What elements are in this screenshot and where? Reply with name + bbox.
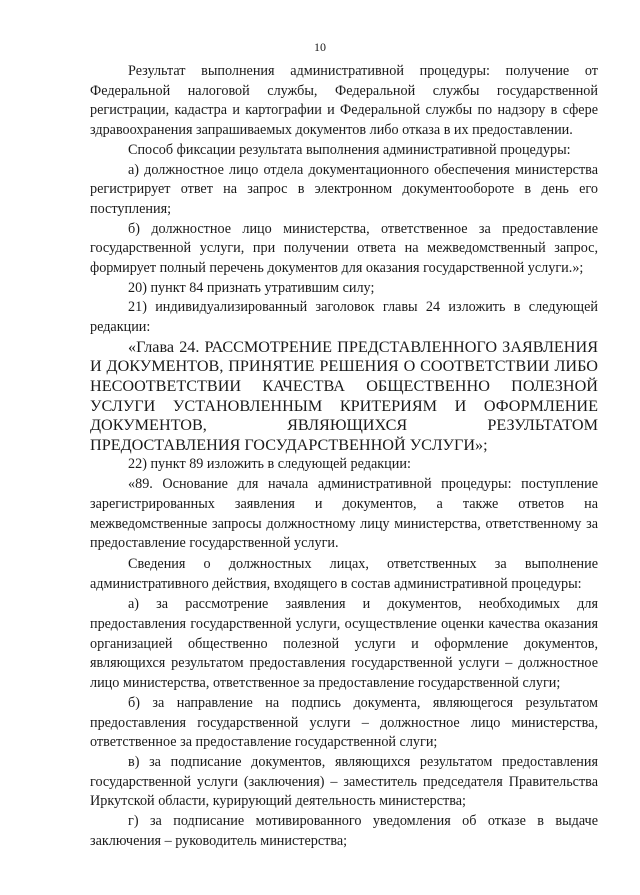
paragraph-fixation-method: Способ фиксации результата выполнения административной процедуры: [128, 141, 571, 158]
document-body [90, 62, 598, 851]
paragraph-item-a-registration: а) должностное лицо отдела документационного обеспечения министерства регистрирует ответ на запрос в электронном документообороте в день его поступления; [90, 161, 598, 217]
paragraph-point-21: 21) индивидуализированный заголовок главы 24 изложить в следующей редакции: [90, 299, 598, 336]
paragraph-point-22: 22) пункт 89 изложить в следующей редакции: [128, 456, 411, 473]
page-number: 10 [314, 40, 326, 54]
paragraph-point-20: 20) пункт 84 признать утратившим силу; [128, 279, 375, 296]
paragraph-responsible-b: б) за направление на подпись документа, являющегося результатом предоставления государственной услуги – должностное лицо министерства, ответственное за предоставление государственной слуги; [90, 694, 598, 751]
paragraph-responsible-officials: Сведения о должностных лицах, ответственных за выполнение административного действия, входящего в состав административной процедуры: [90, 555, 598, 592]
paragraph-item-b-document-list: б) должностное лицо министерства, ответственное за предоставление государственной услуги, при получении ответа на межведомственный запрос, формирует полный перечень документов для оказания государственной услуги.»; [90, 220, 598, 277]
paragraph-responsible-a: а) за рассмотрение заявления и документов, необходимых для предоставления государственной услуги, осуществление оценки качества оказания организацией общественно полезной услуги и оформление документов, являющихся результатом предоставления государственной услуги – должностное лицо министерства, ответственное за предоставление государственной слуги; [90, 596, 598, 692]
paragraph-responsible-d: г) за подписание мотивированного уведомления об отказе в выдаче заключения – руководитель министерства; [90, 813, 598, 849]
paragraph-responsible-c: в) за подписание документов, являющихся результатом предоставления государственной услуги (заключения) – заместитель председателя Правительства Иркутской области, курирующий деятельность министерства; [90, 753, 598, 810]
chapter-24-heading: «Глава 24. РАССМОТРЕНИЕ ПРЕДСТАВЛЕННОГО ЗАЯВЛЕНИЯ И ДОКУМЕНТОВ, ПРИНЯТИЕ РЕШЕНИЯ О СООТВЕТСТВИИ ЛИБО НЕСООТВЕТСТВИИ КАЧЕСТВА ОБЩЕСТВЕННО ПОЛЕЗНОЙ УСЛУГИ УСТАНОВЛЕННЫМ КРИТЕРИЯМ И ОФОРМЛЕНИЕ ДОКУМЕНТОВ, ЯВЛЯЮЩИХСЯ РЕЗУЛЬТАТОМ ПРЕДОСТАВЛЕНИЯ ГОСУДАРСТВЕННОЙ УСЛУГИ»; [90, 337, 598, 454]
paragraph-point-89: «89. Основание для начала административной процедуры: поступление зарегистрированных заявления и документов, а также ответов на межведомственные запросы должностному лицу министерства, ответственному за предоставление государственной услуги. [90, 476, 598, 552]
paragraph-result: Результат выполнения административной процедуры: получение от Федеральной налоговой службы, Федеральной службы государственной регистрации, кадастра и картографии и Федеральной службы по надзору в сфере здравоохранения запрашиваемых документов либо отказа в их предоставлении. [90, 63, 598, 139]
